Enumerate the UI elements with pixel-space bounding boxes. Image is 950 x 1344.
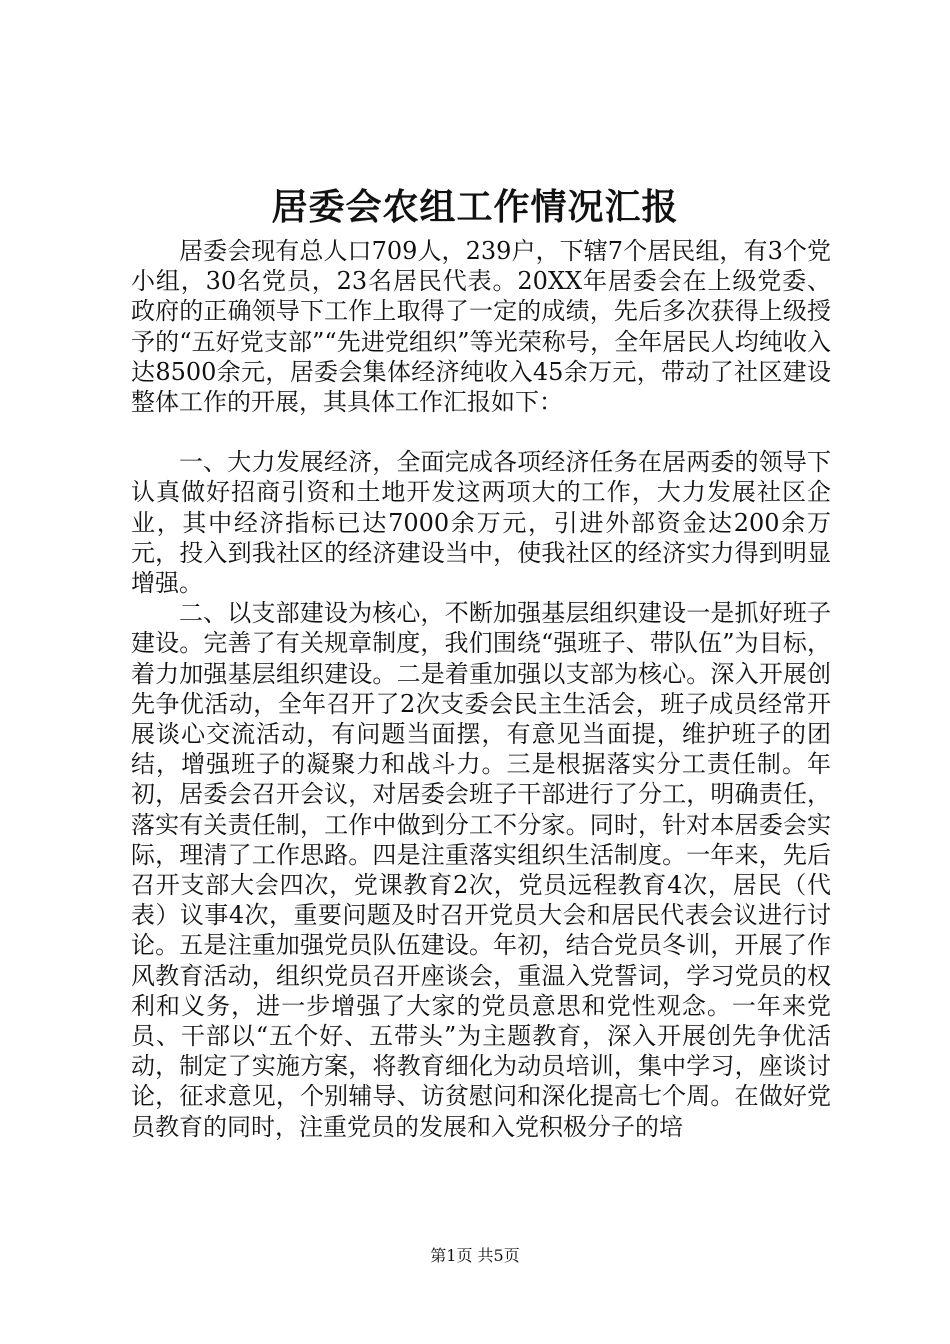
paragraph-economy: 一、大力发展经济，全面完成各项经济任务在居两委的领导下认真做好招商引资和土地开发这两项大的工作，大力发展社区企业，其中经济指标已达7000余万元，引进外部资金达200余万元，投入到我社区的经济建设当中，使我社区的经济实力得到明显增强。 [131, 448, 831, 598]
paragraph-intro: 居委会现有总人口709人，239户，下辖7个居民组，有3个党小组，30名党员，23名居民代表。20XX年居委会在上级党委、政府的正确领导下工作上取得了一定的成绩，先后多次获得上级授予的“五好党支部”“先进党组织”等光荣称号，全年居民人均纯收入达8500余元，居委会集体经济纯收入45余万元，带动了社区建设整体工作的开展，其具体工作汇报如下： [131, 237, 831, 417]
document-title: 居委会农组工作情况汇报 [271, 186, 679, 228]
paragraph-party-building: 二、以支部建设为核心，不断加强基层组织建设一是抓好班子建设。完善了有关规章制度，我们围绕“强班子、带队伍”为目标，着力加强基层组织建设。二是着重加强以支部为核心。深入开展创先争优活动，全年召开了2次支委会民主生活会，班子成员经常开展谈心交流活动，有问题当面摆，有意见当面提，维护班子的团结，增强班子的凝聚力和战斗力。三是根据落实分工责任制。年初，居委会召开会议，对居委会班子干部进行了分工，明确责任，落实有关责任制，工作中做到分工不分家。同时，针对本居委会实际，理清了工作思路。四是注重落实组织生活制度。一年来，先后召开支部大会四次，党课教育2次，党员远程教育4次，居民（代表）议事4次，重要问题及时召开党员大会和居民代表会议进行讨论。五是注重加强党员队伍建设。年初，结合党员冬训，开展了作风教育活动，组织党员召开座谈会，重温入党誓词，学习党员的权利和义务，进一步增强了大家的党员意思和党性观念。一年来党员、干部以“五个好、五带头”为主题教育，深入开展创先争优活动，制定了实施方案，将教育细化为动员培训，集中学习，座谈讨论，征求意见，个别辅导、访贫慰问和深化提高七个周。在做好党员教育的同时，注重党员的发展和入党积极分子的培 [131, 599, 831, 1141]
page-number-footer: 第1页 共5页 [430, 1246, 520, 1265]
document-body [131, 236, 831, 1142]
